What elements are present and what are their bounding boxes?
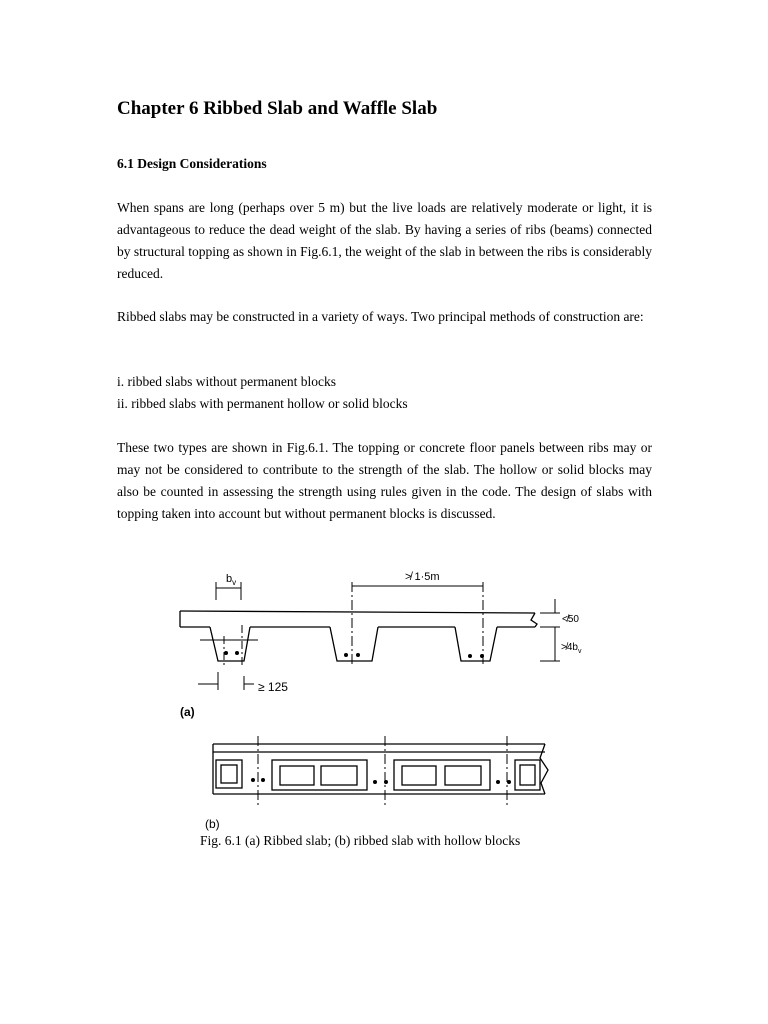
label-rib-width: $b_v$ bbox=[226, 573, 237, 587]
figure-caption: Fig. 6.1 (a) Ribbed slab; (b) ribbed slab with hollow blocks bbox=[200, 833, 521, 848]
list-item: i. ribbed slabs without permanent blocks bbox=[117, 374, 336, 389]
label-min-width: ≥ 125 bbox=[258, 680, 288, 694]
panel-a-label: (a) bbox=[180, 705, 195, 719]
rib-bars-b bbox=[251, 778, 511, 784]
label-topping-thickness: ≮50 bbox=[562, 614, 579, 625]
label-rib-spacing: ≯ 1·5m bbox=[405, 571, 440, 583]
paragraph-types: These two types are shown in Fig.6.1. The topping or concrete floor panels between ribs may or may not be considered to contribute to the strength of the slab. The hollow or solid blocks may also be counted in assessing the strength using rules given in the code. The design of slabs with topping taken into account but without permanent blocks is discussed. bbox=[117, 440, 652, 521]
ribbed-slab-diagram-a bbox=[180, 582, 560, 690]
chapter-title: Chapter 6 Ribbed Slab and Waffle Slab bbox=[117, 98, 438, 119]
rib-bars-a bbox=[224, 651, 484, 658]
section-heading: 6.1 Design Considerations bbox=[117, 156, 267, 171]
paragraph-intro: When spans are long (perhaps over 5 m) but the live loads are relatively moderate or light, it is advantageous to reduce the dead weight of the slab. By having a series of ribs (beams) connected by structural topping as shown in Fig.6.1, the weight of the slab in between the ribs is considerably reduced. bbox=[117, 200, 652, 281]
hollow-block-slab-diagram-b bbox=[213, 736, 548, 805]
list-item: ii. ribbed slabs with permanent hollow or solid blocks bbox=[117, 396, 408, 411]
paragraph-construction: Ribbed slabs may be constructed in a variety of ways. Two principal methods of construction are: bbox=[117, 309, 644, 324]
label-rib-depth: $≯4b_v$ bbox=[561, 642, 582, 655]
panel-b-label: (b) bbox=[205, 817, 220, 831]
